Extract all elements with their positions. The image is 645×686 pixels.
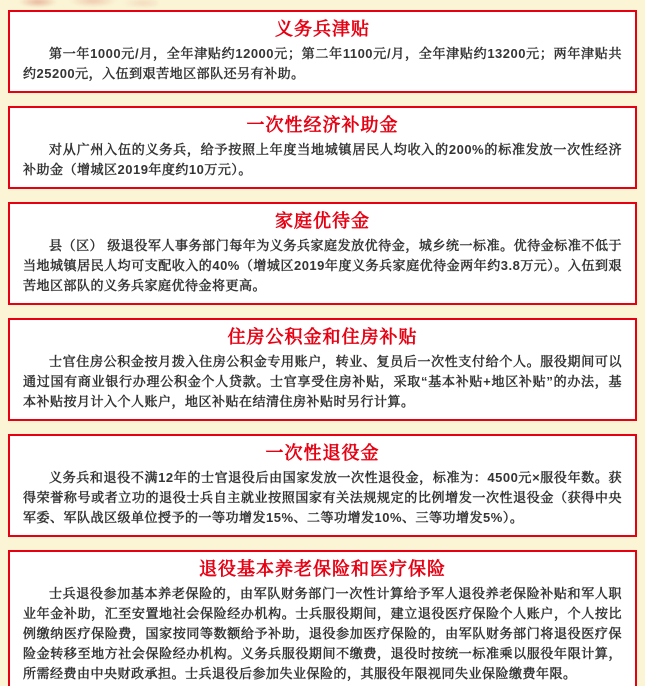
card-title: 住房公积金和住房补贴 <box>227 327 418 347</box>
benefit-card-onetime-retirement-pay <box>8 434 637 537</box>
card-title: 一次性退役金 <box>265 443 380 463</box>
card-body: 士官住房公积金按月拨入住房公积金专用账户，转业、复员后一次性支付给个人。服役期间可以通过国有商业银行办理公积金个人贷款。士官享受住房补贴，采取“基本补贴+地区补贴”的办法，基本补贴按月计入个人账户，地区补贴在结清住房补贴时另行计算。 <box>23 354 622 409</box>
card-title: 义务兵津贴 <box>275 19 370 39</box>
benefit-card-family-preferential <box>8 202 637 305</box>
card-title: 退役基本养老保险和医疗保险 <box>199 559 446 579</box>
card-title: 一次性经济补助金 <box>246 115 399 135</box>
benefit-card-onetime-economic-subsidy <box>8 106 637 189</box>
card-body: 士兵退役参加基本养老保险的，由军队财务部门一次性计算给予军人退役养老保险补贴和军人职业年金补助，汇至安置地社会保险经办机构。士兵服役期间，建立退役医疗保险个人账户，个人按比例缴纳医疗保险费，国家按同等数额给予补助，退役参加医疗保险的，由军队财务部门将退役医疗保险金转移至地方社会保险经办机构。义务兵服役期间不缴费，退役时按统一标准乘以服役年限计算，所需经费由中央财政承担。士兵退役后参加失业保险的，其服役年限视同失业保险缴费年限。 <box>23 586 622 681</box>
benefit-card-pension-medical-insurance <box>8 550 637 686</box>
card-body: 县（区） 级退役军人事务部门每年为义务兵家庭发放优待金，城乡统一标准。优待金标准不低于当地城镇居民人均可支配收入的40%（增城区2019年度义务兵家庭优待金两年约3.8万元）。入伍到艰苦地区部队的义务兵家庭优待金将更高。 <box>23 238 622 293</box>
benefit-card-housing-fund-subsidy <box>8 318 637 421</box>
card-body: 义务兵和退役不满12年的士官退役后由国家发放一次性退役金，标准为：4500元×服役年数。获得荣誉称号或者立功的退役士兵自主就业按照国家有关法规规定的比例增发一次性退役金（获得中央军委、军队战区级单位授予的一等功增发15%、二等功增发10%、三等功增发5%）。 <box>23 470 622 525</box>
card-body: 第一年1000元/月，全年津贴约12000元；第二年1100元/月，全年津贴约13200元；两年津贴共约25200元，入伍到艰苦地区部队还另有补助。 <box>23 46 622 81</box>
card-title: 家庭优待金 <box>275 211 370 231</box>
card-body: 对从广州入伍的义务兵，给予按照上年度当地城镇居民人均收入的200%的标准发放一次性经济补助金（增城区2019年度约10万元）。 <box>23 142 622 177</box>
benefit-card-conscript-allowance <box>8 10 637 93</box>
